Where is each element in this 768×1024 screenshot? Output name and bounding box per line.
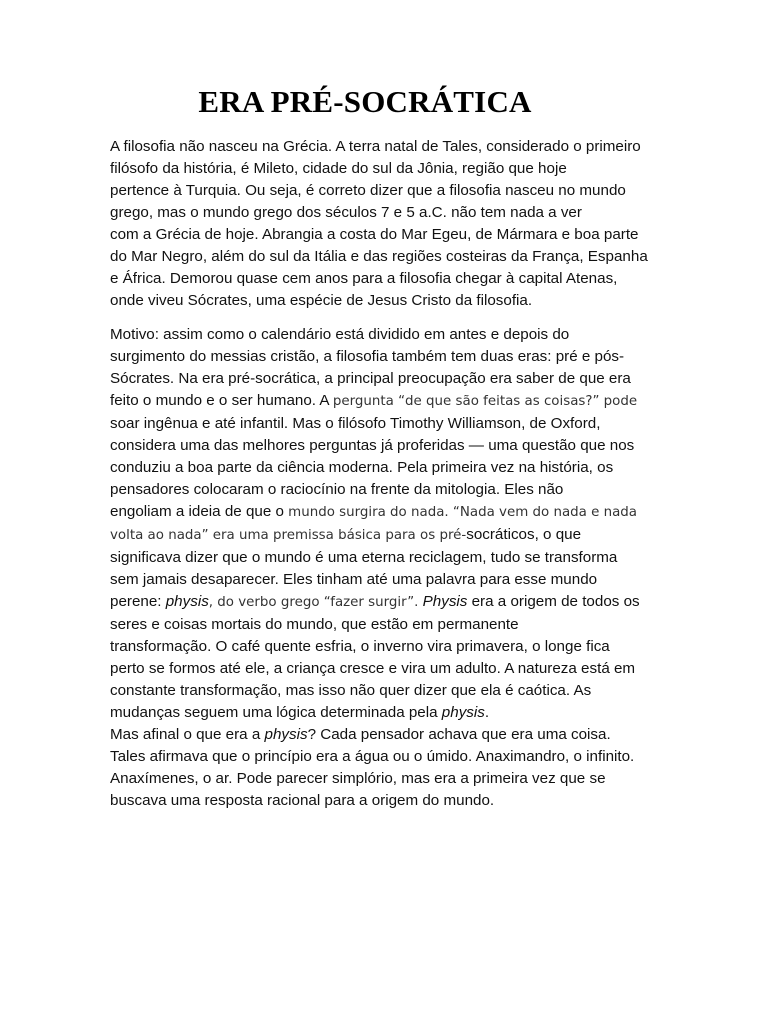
paragraph-spacer: [110, 312, 666, 324]
text-run: era a origem de todos os: [467, 593, 640, 610]
text-line: [110, 591, 666, 614]
text-run: Mas afinal o que era a: [110, 726, 265, 743]
text-run: perene:: [110, 593, 166, 610]
text-line: constante transformação, mas isso não quer dizer que ela é caótica. As: [110, 682, 592, 699]
text-line: [110, 724, 666, 746]
text-line: Tales afirmava que o princípio era a água ou o úmido. Anaximandro, o infinito.: [110, 748, 635, 765]
italic-term: physis: [264, 726, 308, 743]
text-line: significava dizer que o mundo é uma eterna reciclagem, tudo se transforma: [110, 549, 618, 566]
text-line: grego, mas o mundo grego dos séculos 7 e 5 a.C. não tem nada a ver: [110, 204, 582, 221]
text-line: Anaxímenes, o ar. Pode parecer simplório, mas era a primeira vez que se: [110, 770, 606, 787]
text-line: onde viveu Sócrates, uma espécie de Jesus Cristo da filosofia.: [110, 292, 533, 309]
text-line: soar ingênua e até infantil. Mas o filósofo Timothy Williamson, de Oxford,: [110, 415, 601, 432]
text-line: e África. Demorou quase cem anos para a filosofia chegar à capital Atenas,: [110, 270, 618, 287]
italic-term: physis: [441, 704, 485, 721]
italic-term: Physis: [422, 593, 468, 610]
text-line: sem jamais desaparecer. Eles tinham até uma palavra para esse mundo: [110, 571, 598, 588]
text-run-alt-font: volta ao nada” era uma premissa básica para os pré-: [110, 528, 467, 543]
text-line: considera uma das melhores perguntas já proferidas — uma questão que nos: [110, 437, 635, 454]
text-run: mudanças seguem uma lógica determinada pela: [110, 704, 442, 721]
text-line: [110, 501, 666, 524]
text-line: [110, 524, 666, 547]
paragraph-1: [110, 136, 666, 312]
italic-term: physis: [165, 593, 209, 610]
text-line: seres e coisas mortais do mundo, que estão em permanente: [110, 616, 519, 633]
text-line: transformação. O café quente esfria, o inverno vira primavera, o longe fica: [110, 638, 610, 655]
text-line: do Mar Negro, além do sul da Itália e das regiões costeiras da França, Espanha: [110, 248, 648, 265]
text-line: Sócrates. Na era pré-socrática, a principal preocupação era saber de que era: [110, 370, 631, 387]
text-run: ? Cada pensador achava que era uma coisa.: [307, 726, 611, 743]
text-run-alt-font: , do verbo grego “fazer surgir”.: [208, 595, 423, 610]
text-line: com a Grécia de hoje. Abrangia a costa do Mar Egeu, de Mármara e boa parte: [110, 226, 639, 243]
text-line: A filosofia não nasceu na Grécia. A terra natal de Tales, considerado o primeiro: [110, 138, 641, 155]
text-run: socráticos, o que: [466, 526, 582, 543]
document-body: [110, 136, 666, 812]
paragraph-2: [110, 324, 666, 812]
text-line: [110, 390, 666, 413]
text-line: pensadores colocaram o raciocínio na frente da mitologia. Eles não: [110, 481, 564, 498]
text-line: pertence à Turquia. Ou seja, é correto dizer que a filosofia nasceu no mundo: [110, 182, 626, 199]
text-run-alt-font: mundo surgira do nada. “Nada vem do nada e nada: [288, 505, 638, 520]
text-run: .: [484, 704, 490, 721]
text-line: conduziu a boa parte da ciência moderna. Pela primeira vez na história, os: [110, 459, 614, 476]
text-line: buscava uma resposta racional para a origem do mundo.: [110, 792, 495, 809]
text-run: engoliam a ideia de que o: [110, 503, 289, 520]
text-line: [110, 702, 666, 724]
text-line: perto se formos até ele, a criança cresce e vira um adulto. A natureza está em: [110, 660, 636, 677]
text-line: filósofo da história, é Mileto, cidade do sul da Jônia, região que hoje: [110, 160, 567, 177]
text-line: surgimento do messias cristão, a filosofia também tem duas eras: pré e pós-: [110, 348, 625, 365]
text-run: feito o mundo e o ser humano. A: [110, 392, 333, 409]
text-run-alt-font: pergunta “de que são feitas as coisas?” pode: [332, 394, 638, 409]
page-title: ERA PRÉ-SOCRÁTICA: [198, 84, 532, 119]
text-line: Motivo: assim como o calendário está dividido em antes e depois do: [110, 326, 570, 343]
